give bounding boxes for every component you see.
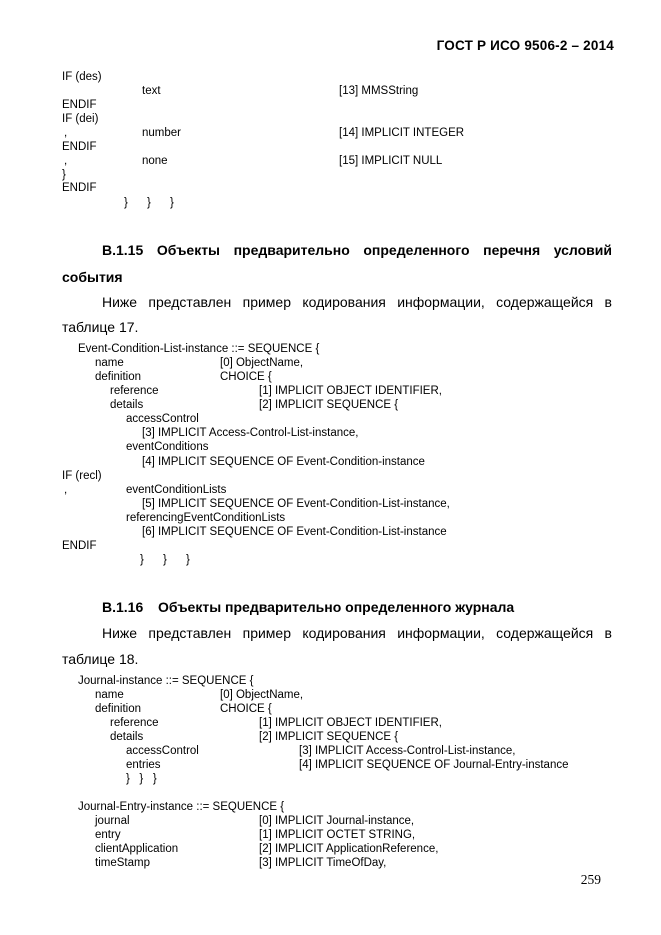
code-line: accessControl (126, 413, 199, 425)
code-line: IF (des) (62, 71, 102, 83)
code-line: } } } (124, 197, 174, 209)
code-line: [2] IMPLICIT SEQUENCE { (259, 731, 399, 743)
code-line: Journal-Entry-instance ::= SEQUENCE { (78, 801, 285, 813)
code-line: accessControl (126, 745, 199, 757)
code-line: entry (95, 829, 121, 841)
code-line: journal (95, 815, 130, 827)
code-line: [1] IMPLICIT OBJECT IDENTIFIER, (259, 717, 442, 729)
code-line: reference (110, 717, 159, 729)
code-line: ENDIF (62, 141, 97, 153)
code-line: [15] IMPLICIT NULL (339, 155, 443, 167)
code-line: [1] IMPLICIT OCTET STRING, (259, 829, 416, 841)
code-line: definition (95, 703, 142, 715)
code-line: text (142, 85, 161, 97)
code-line: [13] MMSString (339, 85, 419, 97)
code-line: [1] IMPLICIT OBJECT IDENTIFIER, (259, 385, 442, 397)
code-line: , (64, 484, 68, 496)
code-line: ENDIF (62, 182, 97, 194)
code-line: eventConditions (126, 441, 209, 453)
code-line: } } } (140, 554, 190, 566)
code-line: [0] IMPLICIT Journal-instance, (259, 815, 415, 827)
code-line: definition (95, 371, 142, 383)
code-line: [4] IMPLICIT SEQUENCE OF Journal-Entry-instance (299, 759, 569, 771)
code-line: ENDIF (62, 99, 97, 111)
code-line: reference (110, 385, 159, 397)
section-title: Объекты предварительно определенного журнала (158, 599, 515, 615)
section-number: B.1.16 (102, 599, 144, 615)
paragraph-line: таблице 17. (62, 319, 139, 335)
code-line: CHOICE { (220, 703, 272, 715)
section-heading-b116 (102, 598, 514, 616)
standard-code-header: ГОСТ Р ИСО 9506-2 – 2014 (436, 38, 614, 53)
code-line: name (95, 689, 124, 701)
code-line: name (95, 357, 124, 369)
code-line: none (142, 155, 168, 167)
code-line: ENDIF (62, 540, 97, 552)
code-line: referencingEventConditionLists (126, 512, 286, 524)
code-line: [0] ObjectName, (220, 689, 304, 701)
code-line: [3] IMPLICIT Access-Control-List-instance, (299, 745, 516, 757)
section-heading-b115 (102, 241, 612, 259)
code-line: [2] IMPLICIT SEQUENCE { (259, 399, 399, 411)
code-line: details (110, 399, 144, 411)
code-line: [0] ObjectName, (220, 357, 304, 369)
code-line: details (110, 731, 144, 743)
code-line: entries (126, 759, 161, 771)
code-line: [5] IMPLICIT SEQUENCE OF Event-Condition-List-instance, (142, 498, 450, 510)
paragraph-line: таблице 18. (62, 651, 139, 667)
code-line: Journal-instance ::= SEQUENCE { (78, 675, 254, 687)
code-line: CHOICE { (220, 371, 272, 383)
code-line: clientApplication (95, 843, 179, 855)
paragraph-line: Ниже представлен пример кодирования информации, содержащейся в (102, 625, 612, 641)
code-line: IF (recl) (62, 470, 102, 482)
section-title: Объекты предварительно определенного перечня условий (156, 242, 613, 258)
code-line: [2] IMPLICIT ApplicationReference, (259, 843, 439, 855)
section-title-continuation: события (62, 269, 123, 285)
code-line: } (62, 169, 66, 181)
code-line: IF (dei) (62, 113, 99, 125)
section-number: B.1.15 (102, 242, 144, 258)
code-line: eventConditionLists (126, 484, 227, 496)
paragraph-line: Ниже представлен пример кодирования информации, содержащейся в (102, 294, 612, 310)
code-line: } } } (126, 773, 157, 785)
code-line: , (64, 155, 68, 167)
code-line: [14] IMPLICIT INTEGER (339, 127, 465, 139)
code-line: [6] IMPLICIT SEQUENCE OF Event-Condition-List-instance (142, 526, 447, 538)
code-line: timeStamp (95, 857, 150, 869)
code-line: number (142, 127, 181, 139)
code-line: [4] IMPLICIT SEQUENCE OF Event-Condition-instance (142, 456, 425, 468)
code-line: Event-Condition-List-instance ::= SEQUENCE { (78, 343, 320, 355)
code-line: [3] IMPLICIT TimeOfDay, (259, 857, 387, 869)
code-line: , (64, 127, 68, 139)
code-line: [3] IMPLICIT Access-Control-List-instance, (142, 427, 359, 439)
page-number: 259 (580, 872, 601, 887)
